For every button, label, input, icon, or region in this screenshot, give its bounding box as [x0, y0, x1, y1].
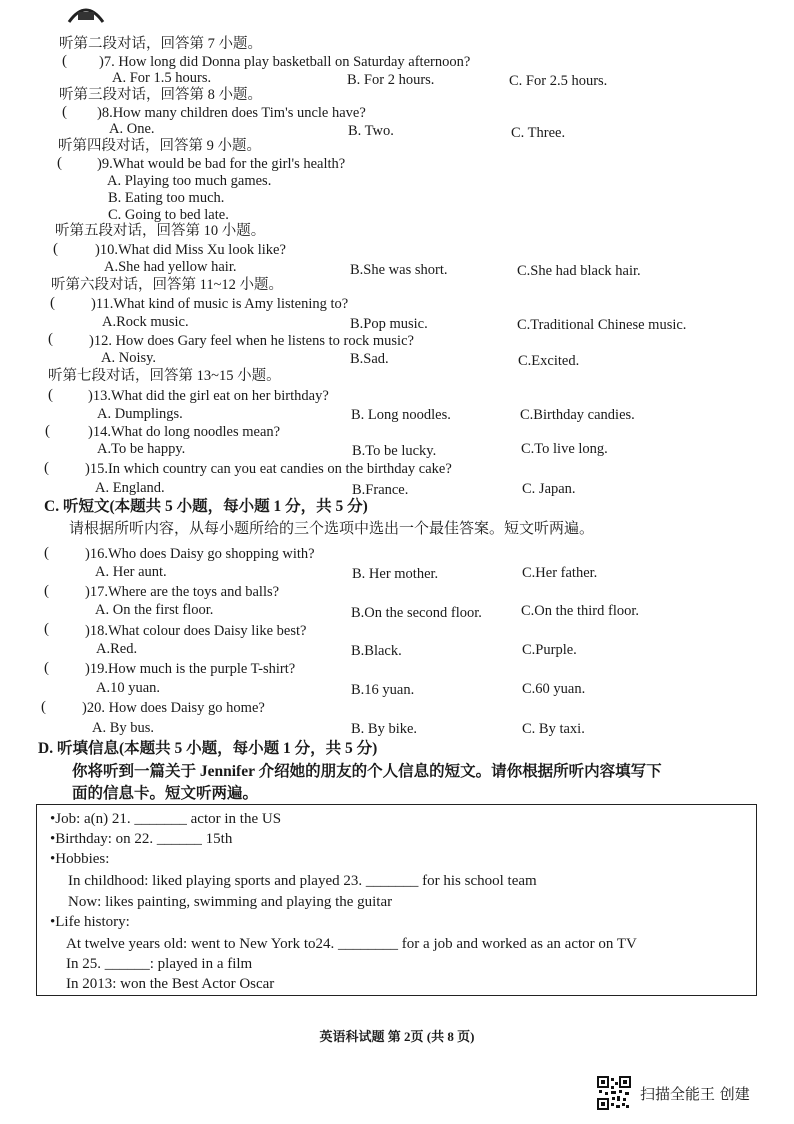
option-b: B.Black.: [351, 643, 402, 659]
card-now: Now: likes painting, swimming and playing the guitar: [68, 894, 393, 910]
option-a: A. One.: [109, 121, 155, 137]
card-age-twelve: At twelve years old: went to New York to24. ________ for a job and worked as an actor on TV: [66, 936, 637, 952]
option-a: A. For 1.5 hours.: [112, 70, 212, 86]
answer-bracket: (: [44, 660, 49, 676]
answer-bracket: (: [50, 295, 55, 311]
option-c: C.On the third floor.: [521, 603, 640, 619]
option-c: C. For 2.5 hours.: [509, 73, 608, 89]
answer-bracket: (: [44, 545, 49, 561]
option-c: C. Three.: [511, 125, 566, 141]
option-c: C.To live long.: [521, 441, 608, 457]
question-15: )15.In which country can you eat candies on the birthday cake?: [85, 461, 452, 477]
answer-bracket: (: [48, 331, 53, 347]
answer-bracket: (: [48, 387, 53, 403]
option-b: B.16 yuan.: [351, 682, 415, 698]
section-heading: 听第六段对话，回答第 11~12 小题。: [51, 277, 284, 293]
option-a: A. Noisy.: [101, 350, 157, 366]
answer-bracket: (: [53, 241, 58, 257]
answer-bracket: (: [44, 621, 49, 637]
card-job: •Job: a(n) 21. _______ actor in the US: [50, 811, 282, 827]
part-c-title: C. 听短文(本题共 5 小题，每小题 1 分，共 5 分): [44, 498, 368, 515]
answer-bracket: (: [41, 699, 46, 715]
option-c: C. Going to bed late.: [108, 207, 229, 223]
option-b: B.To be lucky.: [352, 443, 437, 459]
answer-bracket: (: [45, 423, 50, 439]
question-9: )9.What would be bad for the girl's health?: [97, 156, 346, 172]
card-oscar: In 2013: won the Best Actor Oscar: [66, 976, 275, 992]
option-a: A. Her aunt.: [95, 564, 167, 580]
answer-bracket: (: [62, 53, 67, 69]
option-a: A.Rock music.: [102, 314, 189, 330]
card-hobbies: •Hobbies:: [50, 851, 110, 867]
part-d-title: D. 听填信息(本题共 5 小题，每小题 1 分，共 5 分): [38, 740, 378, 757]
section-heading: 听第七段对话，回答第 13~15 小题。: [48, 368, 281, 384]
option-a: A. Dumplings.: [97, 406, 183, 422]
option-c: C.She had black hair.: [517, 263, 641, 279]
question-18: )18.What colour does Daisy like best?: [85, 623, 307, 639]
card-life-history: •Life history:: [50, 914, 130, 930]
card-birthday: •Birthday: on 22. ______ 15th: [50, 831, 233, 847]
option-c: C. By taxi.: [522, 721, 585, 737]
question-12: )12. How does Gary feel when he listens to rock music?: [89, 333, 414, 349]
option-c: C.Traditional Chinese music.: [517, 317, 687, 333]
option-a: A.10 yuan.: [96, 680, 161, 696]
section-heading: 听第三段对话，回答第 8 小题。: [59, 87, 262, 103]
scanner-watermark: 扫描全能王 创建: [640, 1085, 750, 1103]
option-c: C. Japan.: [522, 481, 576, 497]
option-a: A.To be happy.: [97, 441, 186, 457]
option-b: B. Two.: [348, 123, 394, 139]
answer-bracket: (: [44, 583, 49, 599]
option-c: C.Purple.: [522, 642, 577, 658]
question-10: )10.What did Miss Xu look like?: [95, 242, 286, 258]
question-8: )8.How many children does Tim's uncle have?: [97, 105, 366, 121]
option-b: B. By bike.: [351, 721, 418, 737]
section-heading: 听第五段对话，回答第 10 小题。: [55, 223, 266, 239]
option-c: C.Birthday candies.: [520, 407, 635, 423]
question-7: )7. How long did Donna play basketball on Saturday afternoon?: [99, 54, 471, 70]
option-b: B.France.: [352, 482, 409, 498]
option-c: C.60 yuan.: [522, 681, 586, 697]
option-c: C.Excited.: [518, 353, 580, 369]
option-c: C.Her father.: [522, 565, 598, 581]
question-13: )13.What did the girl eat on her birthday?: [88, 388, 329, 404]
question-19: )19.How much is the purple T-shirt?: [85, 661, 296, 677]
part-d-instructions: 你将听到一篇关于 Jennifer 介绍她的朋友的个人信息的短文。请你根据所听内容填写下: [72, 763, 662, 780]
answer-bracket: (: [57, 155, 62, 171]
question-16: )16.Who does Daisy go shopping with?: [85, 546, 315, 562]
option-b: B. Her mother.: [352, 566, 439, 582]
option-a: A.She had yellow hair.: [104, 259, 237, 275]
part-c-instructions: 请根据所听内容，从每小题所给的三个选项中选出一个最佳答案。短文听两遍。: [69, 521, 595, 537]
option-b: B.On the second floor.: [351, 605, 482, 621]
option-b: B. Long noodles.: [351, 407, 451, 423]
page-footer: 英语科试题 第 2页 (共 8 页): [319, 1029, 475, 1044]
option-a: A. Playing too much games.: [107, 173, 272, 189]
part-d-instructions-cont: 面的信息卡。短文听两遍。: [72, 785, 259, 802]
qr-code-icon: [597, 1076, 631, 1110]
option-a: A. England.: [95, 480, 165, 496]
option-a: A. On the first floor.: [95, 602, 214, 618]
option-b: B.Pop music.: [350, 316, 428, 332]
option-a: A.Red.: [96, 641, 138, 657]
section-heading: 听第四段对话，回答第 9 小题。: [58, 138, 261, 154]
option-b: B.Sad.: [350, 351, 389, 367]
option-b: B. For 2 hours.: [347, 72, 435, 88]
question-11: )11.What kind of music is Amy listening to?: [91, 296, 349, 312]
option-b: B.She was short.: [350, 262, 448, 278]
answer-bracket: (: [44, 460, 49, 476]
school-logo-icon: [66, 4, 106, 24]
question-20: )20. How does Daisy go home?: [82, 700, 265, 716]
section-heading: 听第二段对话，回答第 7 小题。: [59, 36, 262, 52]
option-b: B. Eating too much.: [108, 190, 225, 206]
question-14: )14.What do long noodles mean?: [88, 424, 281, 440]
card-childhood: In childhood: liked playing sports and played 23. _______ for his school team: [68, 873, 537, 889]
card-film: In 25. ______: played in a film: [66, 956, 253, 972]
answer-bracket: (: [62, 104, 67, 120]
question-17: )17.Where are the toys and balls?: [85, 584, 280, 600]
option-a: A. By bus.: [92, 720, 155, 736]
